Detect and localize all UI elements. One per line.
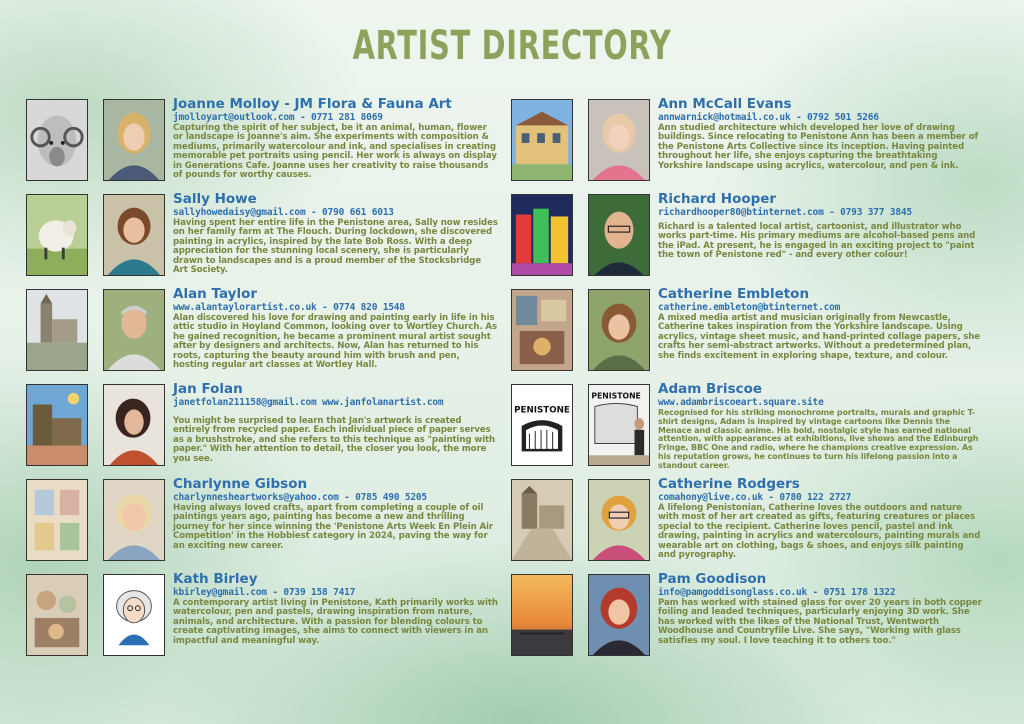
artist-name: Richard Hooper	[658, 191, 777, 207]
artist-bio: Capturing the spirit of her subject, be it an animal, human, flower or landscape is Joanne's aim. She experiments with composition & mediums, primarily watercolour and ink, and specialises in creating memorable pet portraits using pencil. Her work is always on display in Generations Cafe. Joanne uses her creativity to raise thousands of pounds for worthy causes.	[173, 123, 497, 181]
artwork-thumbnail	[26, 99, 88, 181]
artist-portrait	[103, 479, 165, 561]
artist-portrait	[103, 99, 165, 181]
artist-portrait	[588, 479, 650, 561]
artist-contact: janetfolan211158@gmail.com www.janfolanartist.com	[173, 397, 444, 408]
artist-contact: www.alantaylorartist.co.uk - 0774 820 1548	[173, 302, 405, 313]
artwork-thumbnail	[511, 574, 573, 656]
artist-portrait	[588, 194, 650, 276]
artist-portrait	[588, 384, 650, 466]
artist-portrait	[588, 289, 650, 371]
artist-name: Kath Birley	[173, 571, 258, 587]
artist-entry	[511, 96, 981, 191]
artwork-thumbnail	[511, 289, 573, 371]
artist-column-left	[26, 96, 496, 666]
artist-name: Sally Howe	[173, 191, 257, 207]
artist-name: Joanne Molloy - JM Flora & Fauna Art	[173, 96, 452, 112]
artist-column-right	[511, 96, 981, 666]
artist-entry	[26, 286, 496, 381]
artist-entry	[26, 571, 496, 666]
artist-contact: info@pamgoddisonglass.co.uk - 0751 178 1322	[658, 587, 896, 598]
artwork-thumbnail	[26, 194, 88, 276]
penistone-photo-text: PENISTONE	[591, 391, 641, 401]
artist-name: Pam Goodison	[658, 571, 767, 587]
artwork-thumbnail	[511, 194, 573, 276]
artist-entry	[26, 191, 496, 286]
artist-name: Charlynne Gibson	[173, 476, 308, 492]
artist-entry	[511, 476, 981, 571]
artwork-thumbnail	[26, 479, 88, 561]
artist-contact: kbirley@gmail.com - 0739 158 7417	[173, 587, 356, 598]
artist-entry	[511, 191, 981, 286]
artist-name: Catherine Rodgers	[658, 476, 800, 492]
artist-contact: catherine.embleton@btinternet.com	[658, 302, 841, 313]
artist-name: Ann McCall Evans	[658, 96, 792, 112]
artist-name: Jan Folan	[173, 381, 243, 397]
artist-portrait	[588, 574, 650, 656]
artist-contact: annwarnick@hotmail.co.uk - 0792 501 5266	[658, 112, 879, 123]
artwork-thumbnail	[26, 574, 88, 656]
artist-bio: A mixed media artist and musician originally from Newcastle, Catherine takes inspiration from the Yorkshire landscape. Using acrylics, vintage sheet music, and hand-printed collage papers, she crafts her semi-abstract artworks. Without a predetermined plan, she finds excitement in exploring shape, texture, and colour.	[658, 313, 981, 361]
artist-bio: A lifelong Penistonian, Catherine loves the outdoors and nature with most of her art created as gifts, featuring creatures or places special to the recipient. Catherine loves pencil, pastel and ink drawing, painting in acrylics and watercolours, painting murals and wearable art on clothing, bags & shoes, and enjoys silk painting and pyrography.	[658, 503, 981, 561]
artwork-thumbnail	[511, 479, 573, 561]
artist-contact: www.adambriscoeart.square.site	[658, 397, 824, 408]
artist-bio: Recognised for his striking monochrome portraits, murals and graphic T-shirt designs, Adam is inspired by vintage cartoons like Dennis the Menace and classic anime. His bold, nostalgic style has earned national attention, with appearances at exhibitions, live shows and the Edinburgh Fringe, BBC One and radio, where he champions creative expression. As his reputation grows, he continues to turn his lifelong passion into a standout career.	[658, 408, 979, 470]
artist-bio: You might be surprised to learn that Jan's artwork is created entirely from recycled paper. Each individual piece of paper serves as a brushstroke, and she refers to this technique as "painting with paper." With her attention to detail, the closer you look, the more you see.	[173, 416, 496, 464]
artwork-thumbnail	[26, 289, 88, 371]
artist-portrait	[103, 289, 165, 371]
artist-bio: Alan discovered his love for drawing and painting early in life in his attic studio in Hoyland Common, looking over to Wortley Church. As he gained recognition, he became a prominent mural artist sought after by designers and architects. Now, Alan has returned to his roots, capturing the beauty around him with brush and pen, hosting regular art classes at Wortley Hall.	[173, 313, 497, 371]
artist-portrait	[588, 99, 650, 181]
artist-contact: charlynnesheartworks@yahoo.com - 0785 490 5205	[173, 492, 427, 503]
artist-bio: Richard is a talented local artist, cartoonist, and illustrator who works part-time. His primary mediums are alcohol-based pens and the iPad. At present, he is engaged in an exciting project to "paint the town of Penistone red" - and every other colour!	[658, 222, 976, 261]
artist-entry	[26, 476, 496, 571]
artist-bio: Having spent her entire life in the Penistone area, Sally now resides on her family farm at The Flouch. During lockdown, she discovered painting in acrylics, inspired by the late Bob Ross. With a deep appreciation for the stunning local scenery, she is particularly drawn to landscapes and is a proud member of the Stocksbridge Art Society.	[173, 218, 498, 276]
artist-entry	[26, 381, 496, 476]
artist-contact: sallyhowedaisy@gmail.com - 0790 661 6013	[173, 207, 394, 218]
artist-entry	[511, 571, 981, 666]
artist-portrait	[103, 194, 165, 276]
artwork-thumbnail	[26, 384, 88, 466]
penistone-art-text: PENISTONE	[514, 405, 570, 416]
artist-contact: comahony@live.co.uk - 0780 122 2727	[658, 492, 852, 503]
artist-name: Catherine Embleton	[658, 286, 810, 302]
artist-contact: richardhooper80@btinternet.com - 0793 377 3845	[658, 207, 912, 218]
artist-entry	[511, 381, 981, 476]
artist-bio: Ann studied architecture which developed her love of drawing buildings. Since relocating to Penistone Ann has been a member of the Penistone Arts Collective since its inception. Having painted throughout her life, she enjoys capturing the breathtaking Yorkshire landscape using acrylics, watercolour, and pen & ink.	[658, 123, 979, 171]
artist-name: Adam Briscoe	[658, 381, 763, 397]
page-title: ARTIST DIRECTORY	[352, 23, 672, 69]
artist-bio: Pam has worked with stained glass for over 20 years in both copper foiling and leaded techniques, particularly enjoying 3D work. She has worked with the likes of the National Trust, Wentworth Woodhouse and Countryfile Live. She says, "Working with glass satisfies my soul. I love teaching it to others too."	[658, 598, 982, 646]
artist-contact: jmolloyart@outlook.com - 0771 281 8069	[173, 112, 383, 123]
artist-bio: A contemporary artist living in Penistone, Kath primarily works with watercolour, pen and pastels, drawing inspiration from nature, animals, and architecture. With a passion for blending colours to create captivating images, she aims to connect with viewers in an impactful and meaningful way.	[173, 598, 498, 646]
artist-portrait	[103, 384, 165, 466]
artist-name: Alan Taylor	[173, 286, 258, 302]
artwork-thumbnail	[511, 384, 573, 466]
artist-entry	[511, 286, 981, 381]
artist-portrait	[103, 574, 165, 656]
artist-entry	[26, 96, 496, 191]
artwork-thumbnail	[511, 99, 573, 181]
artist-bio: Having always loved crafts, apart from completing a couple of oil paintings years ago, painting has become a new and thrilling journey for her since winning the 'Penistone Arts Week En Plein Air Competition' in the Hobbiest category in 2024, paving the way for an exciting new career.	[173, 503, 494, 551]
